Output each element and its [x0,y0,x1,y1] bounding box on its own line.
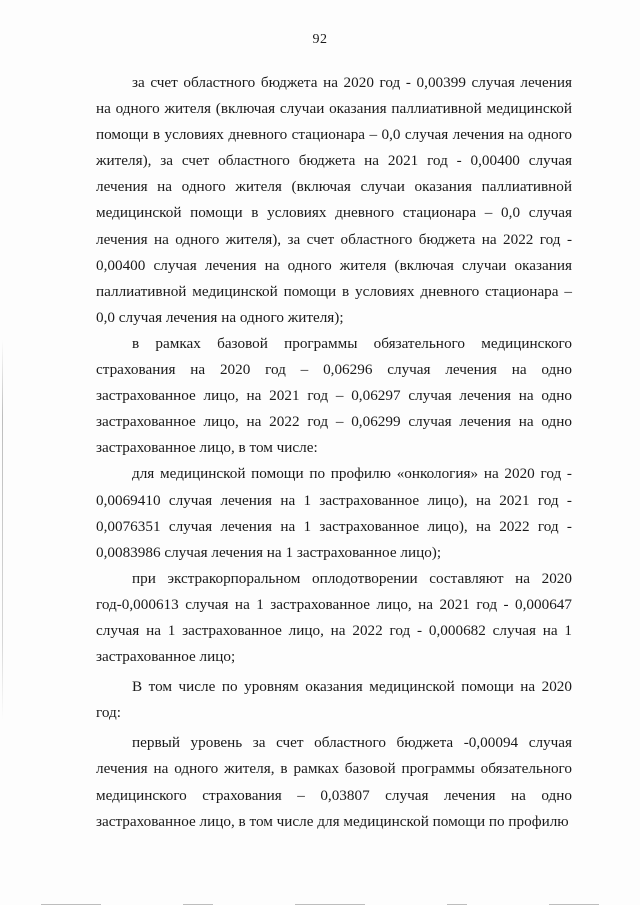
paragraph-first-level: первый уровень за счет областного бюджета -0,00094 случая лечения на одного жителя, в рамках базовой программы обязательного медицинского страхования – 0,03807 случая лечения на одно застрахованное лицо, в том числе для медицинской помощи по профилю [96,734,572,830]
document-body [96,70,572,835]
paragraph-regional-budget-day-hospital: за счет областного бюджета на 2020 год - 0,00399 случая лечения на одного жителя (включая случаи оказания паллиативной медицинской помощи в условиях дневного стационара – 0,0 случая лечения на одного жителя), за счет областного бюджета на 2021 год - 0,00400 случая лечения на одного жителя (включая случаи оказания паллиативной медицинской помощи в условиях дневного стационара – 0,0 случая лечения на одного жителя), за счет областного бюджета на 2022 год - 0,00400 случая лечения на одного жителя (включая случаи оказания паллиативной медицинской помощи в условиях дневного стационара – 0,0 случая лечения на одного жителя); [96,74,572,326]
paragraph-levels-intro: В том числе по уровням оказания медицинской помощи на 2020 год: [96,678,572,722]
scan-bottom-artifacts [0,899,640,905]
paragraph-oms-base-program: в рамках базовой программы обязательного медицинского страхования на 2020 год – 0,06296 случая лечения на одно застрахованное лицо, на 2021 год – 0,06297 случая лечения на одно застрахованное лицо, на 2022 год – 0,06299 случая лечения на одно застрахованное лицо, в том числе: [96,334,572,457]
paragraph-ivf: при экстракорпоральном оплодотворении составляют на 2020 год-0,000613 случая на 1 застрахованное лицо, на 2021 год - 0,000647 случая на 1 застрахованное лицо, на 2022 год - 0,000682 случая на 1 застрахованное лицо; [96,569,572,666]
scan-edge-shadow [2,340,3,720]
paragraph-oncology: для медицинской помощи по профилю «онкология» на 2020 год - 0,0069410 случая лечения на 1 застрахованное лицо), на 2021 год - 0,0076351 случая лечения на 1 застрахованное лицо), на 2022 год - 0,0083986 случая лечения на 1 застрахованное лицо); [96,465,572,561]
page-number: 92 [312,32,328,47]
